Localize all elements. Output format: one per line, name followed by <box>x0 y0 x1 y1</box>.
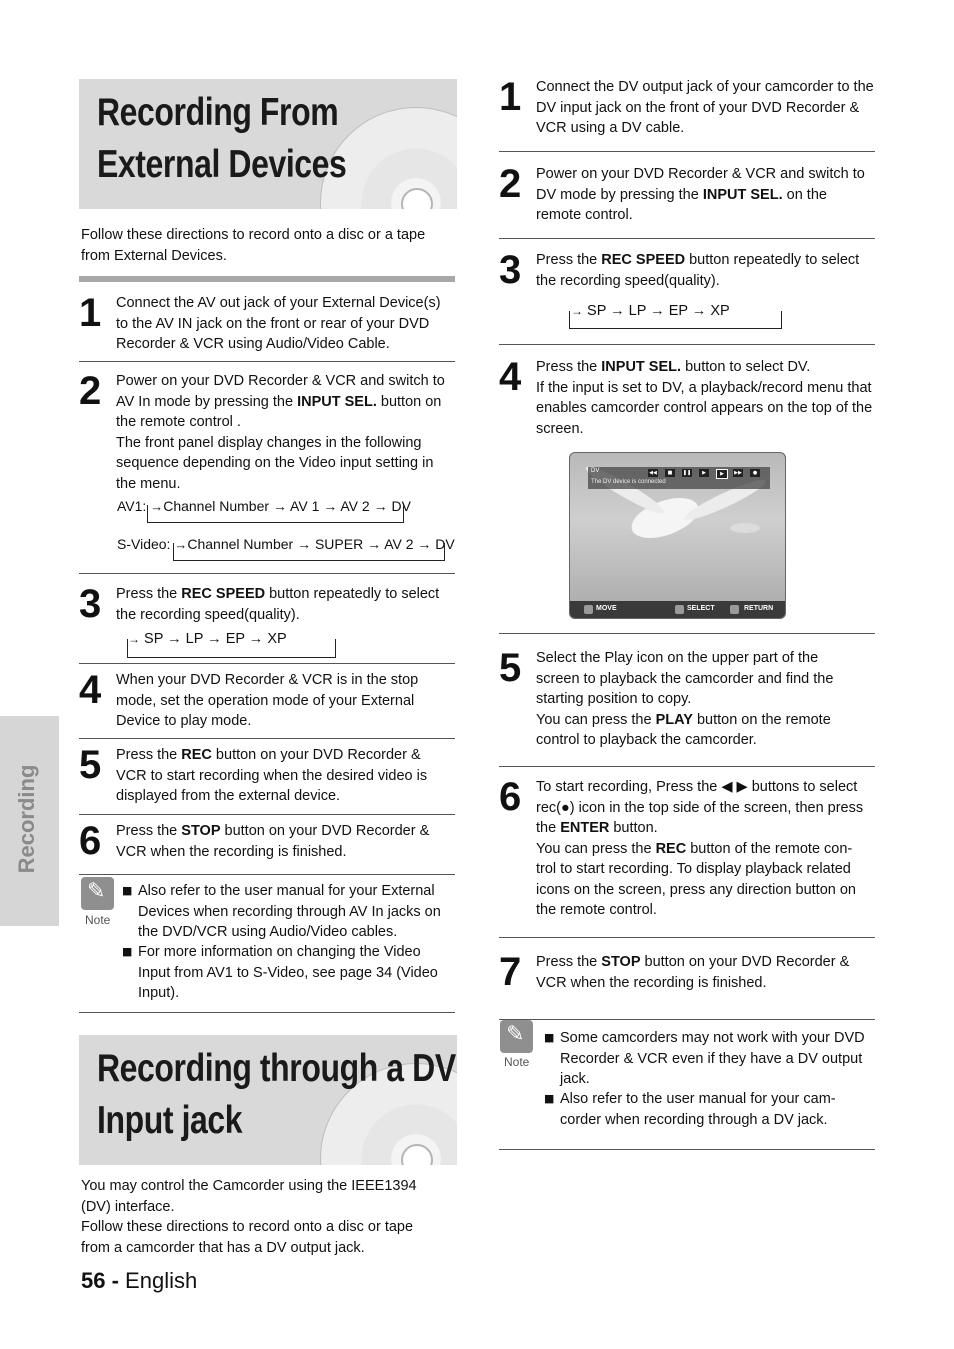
stop-icon[interactable]: ■ <box>665 469 675 477</box>
step-number: 3 <box>499 248 522 292</box>
step-number: 4 <box>79 668 102 712</box>
divider <box>499 1019 875 1020</box>
sequence-loop <box>147 505 404 523</box>
step-text: Power on your DVD Recorder & VCR and switch to DV mode by pressing the INPUT SEL. on the remote control. <box>536 166 865 223</box>
divider <box>499 633 875 634</box>
note-item: ■ For more information on changing the Video Input from AV1 to S-Video, see page 34 (Video Input). <box>122 944 438 1001</box>
step-text: Press the STOP button on your DVD Recorder & VCR when the recording is finished. <box>536 954 850 991</box>
record-icon[interactable]: ● <box>750 469 760 477</box>
step-number: 2 <box>499 162 522 206</box>
screen-help-bar: MOVE SELECT RETURN <box>570 601 785 618</box>
footer-language: English <box>125 1268 198 1293</box>
note-label: Note <box>85 913 111 927</box>
step-number: 1 <box>79 291 102 335</box>
step-number: 5 <box>79 743 102 787</box>
step-text: To start recording, Press the ◀ ▶ buttons to select rec(●) icon in the top side of the screen, then press the ENTER button. You can press the REC button of the remote con-trol to start recording. To display playback related icons on the screen, press any direction button on the remote control. <box>536 779 864 918</box>
speed-sequence: → SP → LP → EP → XP <box>128 631 287 647</box>
divider <box>79 874 455 875</box>
divider <box>79 1012 455 1013</box>
dv-status-text: The DV device is connected <box>591 479 666 485</box>
divider <box>79 573 455 574</box>
step-text: Select the Play icon on the upper part of the screen to playback the camcorder and find the starting position to copy. You can press the PLAY button on the remote control to playback the camcorder. <box>536 650 834 748</box>
step-text: Power on your DVD Recorder & VCR and switch to AV In mode by pressing the INPUT SEL. button on the remote control . The front panel display changes in the following sequence depending on the Video input setting in the menu. <box>116 373 445 492</box>
svideo-sequence: S-Video: →Channel Number → SUPER → AV 2 → DV <box>117 536 455 552</box>
step-number: 2 <box>79 369 102 413</box>
page-footer <box>81 1268 197 1294</box>
divider <box>79 361 455 362</box>
slow-icon[interactable]: ▶ <box>716 469 728 479</box>
dv-mode-label: DV <box>591 468 600 474</box>
section-tab <box>0 716 59 926</box>
section-title: Recording through a DV Input jack <box>97 1047 456 1142</box>
step-text: Press the REC SPEED button repeatedly to select the recording speed(quality). <box>536 252 860 289</box>
note-icon <box>500 1020 533 1053</box>
intro-text: You may control the Camcorder using the IEEE1394 (DV) interface. Follow these directions to record onto a disc or tape from a camcorder that has a DV output jack. <box>81 1178 417 1256</box>
divider <box>499 1149 875 1150</box>
step-text: When your DVD Recorder & VCR is in the stop mode, set the operation mode of your External Device to play mode. <box>116 672 419 729</box>
speed-sequence: → SP → LP → EP → XP <box>571 303 730 319</box>
dv-menu-screenshot <box>569 452 786 619</box>
step-text: Connect the AV out jack of your External Device(s) to the AV IN jack on the front or rear of your DVD Recorder & VCR using Audio/Video Cable. <box>116 295 441 352</box>
divider <box>499 344 875 345</box>
note-item: ■ Some camcorders may not work with your DVD Recorder & VCR even if they have a DV output jack. <box>544 1030 865 1087</box>
step-text: Press the STOP button on your DVD Recorder & VCR when the recording is finished. <box>116 823 430 860</box>
sequence-loop <box>173 543 445 561</box>
return-icon <box>730 605 739 614</box>
divider <box>79 663 455 664</box>
dv-control-bar <box>588 467 770 489</box>
page-number: 56 - <box>81 1268 119 1293</box>
step-number: 4 <box>499 355 522 399</box>
intro-text: Follow these directions to record onto a disc or a tape from External Devices. <box>81 227 426 264</box>
step-number: 3 <box>79 582 102 626</box>
section-title: Recording From External Devices <box>97 91 347 186</box>
forward-icon[interactable]: ▶▶ <box>734 470 742 476</box>
divider <box>499 238 875 239</box>
divider <box>499 766 875 767</box>
play-icon[interactable]: ▶ <box>699 469 709 477</box>
select-icon <box>675 605 684 614</box>
rewind-icon[interactable]: ◀◀ <box>649 470 657 476</box>
sequence-loop <box>569 311 782 329</box>
section-tab-label: Recording <box>14 764 39 874</box>
note-item: ■ Also refer to the user manual for your cam-corder when recording through a DV jack. <box>544 1091 836 1128</box>
note-label: Note <box>504 1055 530 1069</box>
step-number: 6 <box>499 775 522 819</box>
divider <box>79 814 455 815</box>
step-number: 5 <box>499 646 522 690</box>
note-icon <box>81 877 114 910</box>
step-text: Press the REC button on your DVD Recorder & VCR to start recording when the desired video is displayed from the external device. <box>116 747 428 804</box>
move-icon <box>584 605 593 614</box>
step-number: 7 <box>499 950 522 994</box>
sequence-loop <box>127 639 336 658</box>
step-text: Connect the DV output jack of your camcorder to the DV input jack on the front of your DVD Recorder & VCR using a DV cable. <box>536 79 874 136</box>
divider <box>79 738 455 739</box>
av1-sequence: AV1: →Channel Number → AV 1 → AV 2 → DV <box>117 498 411 514</box>
section-title-banner <box>79 79 457 209</box>
section-title-banner <box>79 1035 457 1165</box>
step-number: 6 <box>79 819 102 863</box>
divider <box>499 937 875 938</box>
divider <box>79 276 455 282</box>
pause-icon[interactable]: ❚❚ <box>682 470 692 476</box>
step-number: 1 <box>499 75 522 119</box>
note-item: ■ Also refer to the user manual for your External Devices when recording through AV In jacks on the DVD/VCR using Audio/Video cables. <box>122 883 441 940</box>
divider <box>499 151 875 152</box>
step-text: Press the REC SPEED button repeatedly to select the recording speed(quality). <box>116 586 440 623</box>
step-text: Press the INPUT SEL. button to select DV. If the input is set to DV, a playback/record menu that enables camcorder control appears on the top of the screen. <box>536 359 873 437</box>
